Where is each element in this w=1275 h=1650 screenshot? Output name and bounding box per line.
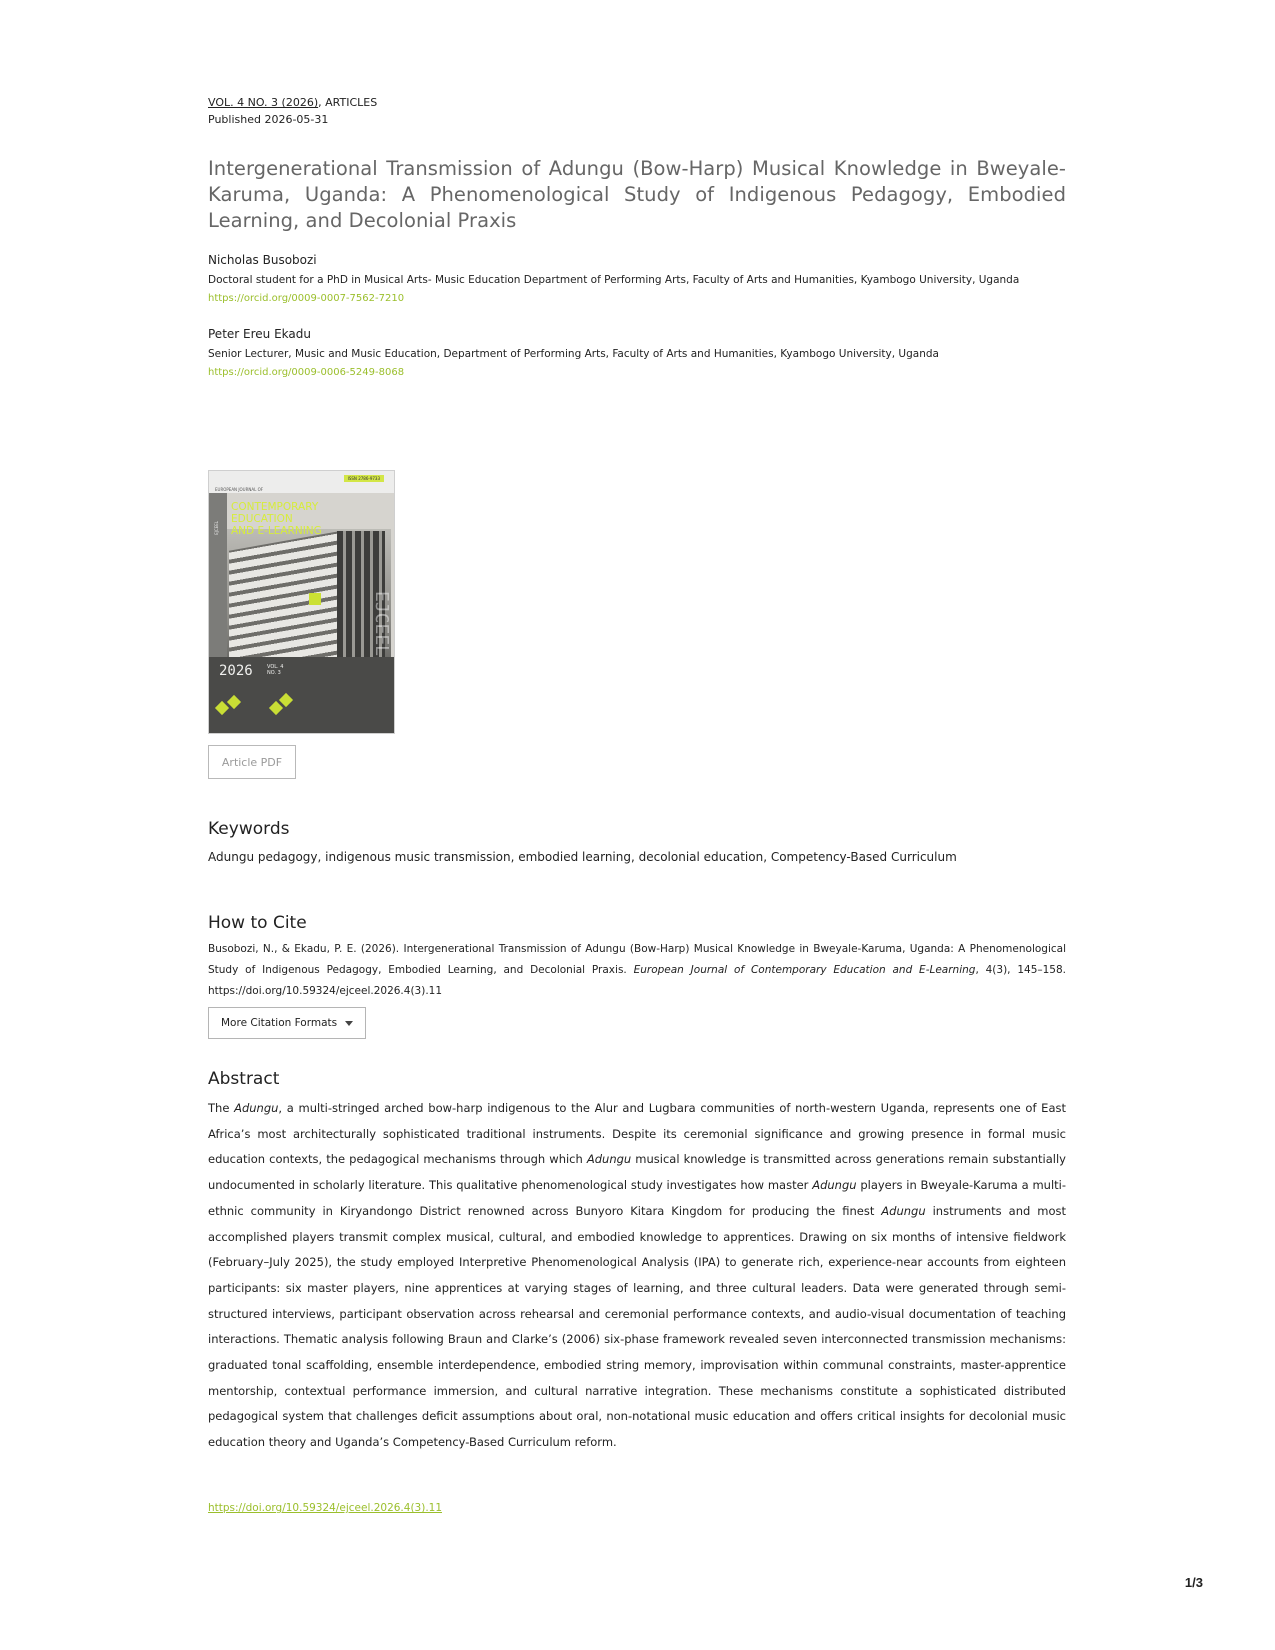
cover-volume [267, 664, 283, 676]
article-pdf-button[interactable]: Article PDF [208, 745, 296, 779]
keywords-text: Adungu pedagogy, indigenous music transmission, embodied learning, decolonial education, Competency-Based Curriculum [208, 850, 957, 864]
author-1 [208, 251, 1066, 307]
citation-text [208, 939, 1066, 1002]
abstract-text [208, 1096, 1066, 1456]
author-orcid-link[interactable]: https://orcid.org/0009-0007-7562-7210 [208, 293, 405, 304]
abstract-fragment: , a multi-stringed arched bow-harp indigenous to the Alur and Lugbara communities of north-western Uganda, represents one of East Africa’s most architecturally sophisticated traditional instruments. Despite its ceremonial significance and growing presence in formal music education contexts, the pedagogical mechanisms through which [208, 1101, 1066, 1167]
author-orcid-link[interactable]: https://orcid.org/0009-0006-5249-8068 [208, 367, 405, 378]
abstract-heading: Abstract [208, 1069, 280, 1089]
cover-journal-name-line: EDUCATION [231, 513, 293, 525]
article-title: Intergenerational Transmission of Adungu (Bow-Harp) Musical Knowledge in Bweyale-Karuma, Uganda: A Phenomenological Study of Indigenous Pedagogy, Embodied Learning, and Decolonial Praxis [208, 157, 1066, 232]
cover-side-text: EJCEEL [214, 521, 219, 535]
more-citation-formats-button[interactable] [208, 1007, 366, 1039]
issue-section: , ARTICLES [318, 96, 378, 109]
cover-journal-prefix: EUROPEAN JOURNAL OF [215, 487, 264, 492]
citation-journal: European Journal of Contemporary Education and E-Learning [633, 964, 976, 976]
citation-main: Busobozi, N., & Ekadu, P. E. (2026). Intergenerational Transmission of Adungu (Bow-Harp) Musical Knowledge in Bweyale-Karuma, Uganda: A Phenomenological Study of Indigenous Pedagogy, Embodied Learning, and Decolonial Praxis. [208, 943, 1066, 976]
author-affiliation: Doctoral student for a PhD in Musical Arts- Music Education Department of Performing Arts, Faculty of Arts and Humanities, Kyambogo University, Uganda [208, 274, 1020, 286]
how-to-cite-section [208, 912, 1066, 1039]
abstract-fragment: instruments and most accomplished players transmit complex musical, cultural, and embodied knowledge to apprentices. Drawing on six months of intensive fieldwork (February–July 2025), the study employed Interpretive Phenomenological Analysis (IPA) to generate rich, experience-near accounts from eighteen participants: six master players, nine apprentices at varying stages of learning, and three cultural leaders. Data were generated through semi-structured interviews, participant observation across rehearsal and ceremonial performance contexts, and audio-visual documentation of teaching interactions. Thematic analysis following Braun and Clarke’s (2006) six-phase framework revealed seven interconnected transmission mechanisms: graduated tonal scaffolding, ensemble interdependence, embodied string memory, improvisation within communal constraints, master-apprentice mentorship, contextual performance immersion, and cultural narrative integration. These mechanisms constitute a sophisticated distributed pedagogical system that challenges deficit assumptions about oral, non-notational music education and offers critical insights for decolonial music education theory and Uganda’s Competency-Based Curriculum reform. [208, 1203, 1066, 1450]
published-date: Published 2026-05-31 [208, 113, 329, 126]
citation-formats-label: More Citation Formats [221, 1017, 338, 1029]
cover-vol: VOL. 4 [267, 664, 284, 670]
cover-journal-name-line: CONTEMPORARY [231, 501, 319, 513]
author-2 [208, 325, 1066, 381]
cover-year: 2026 [219, 663, 253, 679]
cover-accent-square [309, 593, 321, 605]
caret-down-icon [345, 1021, 353, 1026]
abstract-fragment: players in Bweyale-Karuma a multi-ethnic community in Kiryandongo District renowned across Bunyoro Kitara Kingdom for producing the finest [208, 1178, 1066, 1218]
abstract-emphasis: Adungu [881, 1203, 926, 1218]
keywords-heading: Keywords [208, 819, 290, 839]
abstract-section [208, 1068, 1066, 1456]
issue-link[interactable]: VOL. 4 NO. 3 (2026) [208, 96, 319, 109]
cover-journal-name [231, 501, 322, 537]
abstract-emphasis: Adungu [812, 1178, 857, 1193]
citation-volume: , 4(3), 145–158. https://doi.org/10.59324/ejceel.2026.4(3).11 [208, 964, 1066, 997]
journal-cover-image[interactable] [208, 470, 395, 734]
abstract-emphasis: Adungu [234, 1101, 279, 1115]
how-to-cite-heading: How to Cite [208, 913, 307, 933]
doi-link[interactable]: https://doi.org/10.59324/ejceel.2026.4(3).11 [208, 1502, 443, 1514]
abstract-fragment: musical knowledge is transmitted across generations remain substantially undocumented in scholarly literature. This qualitative phenomenological study investigates how master [208, 1152, 1066, 1193]
author-affiliation: Senior Lecturer, Music and Music Education, Department of Performing Arts, Faculty of Arts and Humanities, Kyambogo University, Uganda [208, 348, 939, 360]
cover-no: NO. 3 [267, 670, 281, 676]
abstract-emphasis: Adungu [586, 1152, 632, 1167]
author-name: Peter Ereu Ekadu [208, 327, 311, 341]
abstract-fragment: The [208, 1101, 235, 1115]
cover-journal-name-line: AND E-LEARNING [231, 525, 322, 537]
issue-line [208, 94, 1066, 111]
page-number: 1/3 [1184, 1575, 1203, 1590]
author-name: Nicholas Busobozi [208, 253, 317, 267]
cover-issn: ISSN 2786-9733 [344, 475, 384, 482]
keywords-section [208, 818, 1066, 866]
cover-big-letters: EJCEEL [371, 591, 392, 657]
article-page [208, 94, 1066, 1514]
